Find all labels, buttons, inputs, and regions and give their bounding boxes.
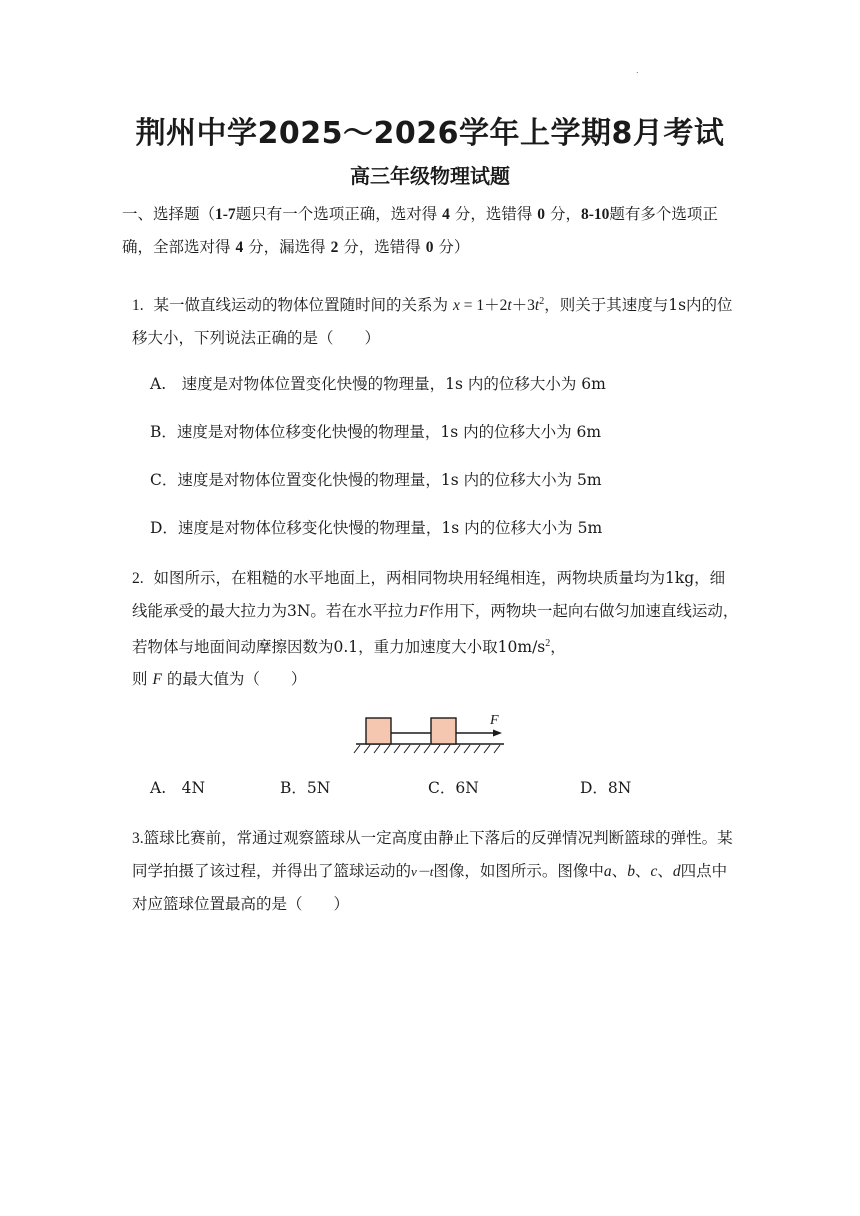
question-3 [132,822,740,920]
point-label: a [603,863,612,880]
instr-num: 2 [330,239,339,256]
question-2 [132,562,740,696]
instr-text: 分，选错得 [454,205,533,223]
instr-text: 一、选择题（ [122,205,216,223]
force-label: F [490,713,499,728]
formula-exponent: 2 [539,296,545,307]
instr-num: 4 [442,206,450,223]
question-stem: ，则关于其速度与1s内的位移大小，下列说法正确的是（ ） [132,296,733,348]
q2-option-b: B．5N [280,779,331,797]
instr-text: 分，选错得 [343,238,421,256]
instr-num: 4 [235,239,244,256]
block-left [366,718,391,744]
block-right [431,718,456,744]
separator: 、 [657,862,673,880]
formula-text: = 1＋2 [459,297,508,315]
blocks-figure [352,708,508,760]
question-stem: 的最大值为（ ） [166,670,307,689]
instr-text: 题只有一个选项正确，选对得 [235,205,438,223]
formula-var: F [152,671,162,689]
instr-text: 分， [549,205,581,223]
formula-var: x [452,297,460,315]
formula-var: F [418,603,429,620]
question-number: 2. [132,570,144,587]
formula-var: t [534,297,540,315]
q2-option-c: C．6N [428,779,479,797]
point-label: c [650,863,658,880]
q1-option-b: B．速度是对物体位移变化快慢的物理量，1s 内的位移大小为 6m [150,423,602,441]
formula-exponent: 2 [545,638,551,649]
q1-option-c: C．速度是对物体位置变化快慢的物理量，1s 内的位移大小为 5m [150,471,602,489]
point-label: b [627,863,635,880]
exam-title: 荆州中学2025～2026学年上学期8月考试 [135,116,725,151]
ground-hatching [354,745,500,753]
question-stem: 如图所示，在粗糙的水平地面上，两相同物块用轻绳相连，两物块质量均为1kg，细线能承受的最大拉力为3N。若在水平拉力 [132,569,726,620]
instr-text: 分，漏选得 [248,238,326,256]
question-stem: 四点中对应篮球位置最高的是（ ） [132,862,728,913]
instr-num: 1-7 [215,206,236,223]
q1-option-d: D．速度是对物体位移变化快慢的物理量，1s 内的位移大小为 5m [150,519,603,537]
stray-dot: . [636,66,639,75]
formula-text: ＋3 [511,297,535,315]
section-instructions [122,198,742,264]
q2-option-a: A. 4N [150,779,206,797]
question-number: 1. [132,297,144,315]
instr-num: 0 [425,239,434,256]
question-1 [132,286,740,354]
point-label: d [672,863,681,880]
instr-text: 题有多个选项正确，全部选对得 [122,205,718,256]
force-arrow-head [493,730,502,737]
instr-num: 0 [537,206,546,223]
formula-var: v－t [411,864,434,879]
question-stem: ，则 [132,638,566,689]
question-number: 3. [132,830,144,847]
separator: 、 [611,862,628,880]
separator: 、 [634,862,651,880]
question-stem: 图像，如图所示。图像中 [433,862,604,880]
formula-var: t [507,297,512,315]
instr-text: 分） [438,238,470,256]
instr-num: 8-10 [580,206,610,223]
question-stem: 某一做直线运动的物体位置随时间的关系为 [153,296,448,315]
question-stem: 篮球比赛前，常通过观察篮球从一定高度由静止下落后的反弹情况判断篮球的弹性。某同学拍摄了该过程，并得出了篮球运动的 [132,829,733,880]
question-stem: 作用下，两物块一起向右做匀加速直线运动，若物体与地面间动摩擦因数为0.1，重力加速度大小取10m/s [132,602,739,657]
q2-option-d: D．8N [580,779,632,797]
q1-option-a: A. 速度是对物体位置变化快慢的物理量，1s 内的位移大小为 6m [150,375,606,393]
exam-subtitle: 高三年级物理试题 [350,164,510,188]
